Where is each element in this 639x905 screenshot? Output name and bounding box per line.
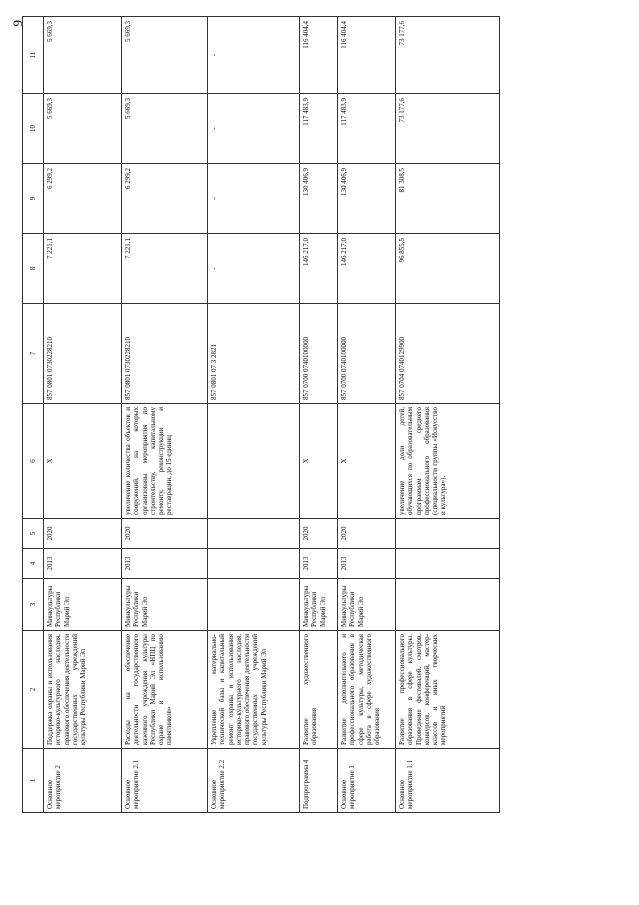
cell-description: Расходы на обеспечение деятельности государственного казенного учреждения культуры Республики Марий Эл «НПЦ по охране и использованию памятников» [122,631,208,749]
cell-executor: Минкультуры Республики Марий Эл [44,579,122,631]
cell-value: 6 299,2 [44,164,122,234]
column-header: 2 [23,631,44,749]
cell-value: 117 483,9 [300,94,338,164]
cell-measure: Основное мероприятие 1.1 [396,749,500,813]
cell-value: 5 669,3 [122,17,208,94]
table-header-row [23,17,44,813]
table-row [338,17,396,813]
cell-value: 73 177,6 [396,94,500,164]
table-row [208,17,300,813]
cell-budget-code: 857 0801 0730228210 [122,304,208,404]
column-header: 5 [23,519,44,549]
column-header: 7 [23,304,44,404]
cell-value: 117 483,9 [338,94,396,164]
cell-value: 5 669,3 [44,94,122,164]
cell-result: X [338,404,396,519]
cell-value: 116 404,4 [300,17,338,94]
cell-start-year [396,549,500,579]
cell-value: - [208,234,300,304]
cell-result: X [44,404,122,519]
page-number: 9 [10,20,25,27]
cell-executor: Минкультуры Республики Марий Эл [300,579,338,631]
column-header: 4 [23,549,44,579]
cell-value: - [208,94,300,164]
cell-value: 130 406,9 [338,164,396,234]
cell-value: - [208,164,300,234]
column-header: 8 [23,234,44,304]
cell-budget-code: 857 0801 0730228210 [44,304,122,404]
cell-value: 81 308,5 [396,164,500,234]
cell-value: 116 404,4 [338,17,396,94]
cell-end-year: 2020 [44,519,122,549]
cell-result: увеличение количества объектов и сооружений, на которых организованы мероприятия по строительству, капитальному ремонту, реконструкции и реставрации, до 15 единиц [122,404,208,519]
cell-budget-code: 857 0704 0740129900 [396,304,500,404]
cell-end-year: 2020 [122,519,208,549]
cell-value: 5 669,3 [44,17,122,94]
cell-executor [396,579,500,631]
cell-value: 96 855,5 [396,234,500,304]
column-header: 6 [23,404,44,519]
program-table [22,16,500,813]
cell-measure: Основное мероприятие 1 [338,749,396,813]
cell-budget-code: 857 0801 07 3 2821 [208,304,300,404]
table-row [396,17,500,813]
cell-description: Поддержка охраны и использования историко-культурного наследия, правового обеспечения деятельности государственных учреждений культуры Республики Марий Эл [44,631,122,749]
cell-start-year: 2013 [300,549,338,579]
column-header: 9 [23,164,44,234]
cell-result: X [300,404,338,519]
table-row [44,17,122,813]
cell-value: 130 406,9 [300,164,338,234]
cell-measure: Основное мероприятие 2.1 [122,749,208,813]
column-header: 10 [23,94,44,164]
cell-value: 73 177,6 [396,17,500,94]
cell-result [208,404,300,519]
cell-start-year: 2013 [122,549,208,579]
cell-executor [208,579,300,631]
column-header: 3 [23,579,44,631]
cell-executor: Минкультуры Республики Марий Эл [338,579,396,631]
cell-end-year [208,519,300,549]
cell-measure: Основное мероприятие 2 [44,749,122,813]
cell-value: 5 669,3 [122,94,208,164]
cell-description: Развитие художественного образования [300,631,338,749]
cell-description: Развитие профессионального образования в сфере культуры. Проведение фестивалей, смотров, конкурсов, конференций, мастер-классов и иных творческих мероприятий [396,631,500,749]
cell-end-year: 2020 [338,519,396,549]
cell-executor: Минкультуры Республики Марий Эл [122,579,208,631]
cell-value: 6 299,2 [122,164,208,234]
cell-value: 7 221,1 [122,234,208,304]
cell-value: 146 217,0 [338,234,396,304]
cell-measure: Основное мероприятие 2.2 [208,749,300,813]
cell-result: увеличение доли детей, обучающихся по образовательным программам среднего профессионального образования (специальности группы «Искусство и культура»), [396,404,500,519]
cell-budget-code: 857 0700 0740100000 [338,304,396,404]
cell-budget-code: 857 0700 0740100000 [300,304,338,404]
column-header: 1 [23,749,44,813]
column-header: 11 [23,17,44,94]
cell-measure: Подпрограмма 4 [300,749,338,813]
cell-end-year [396,519,500,549]
cell-description: Развитие дополнительного и профессионального образования в сфере культуры, методическая работа в сфере художественного образования [338,631,396,749]
cell-start-year: 2013 [338,549,396,579]
cell-value: 7 221,1 [44,234,122,304]
cell-value: - [208,17,300,94]
cell-start-year: 2013 [44,549,122,579]
table-row [300,17,338,813]
cell-start-year [208,549,300,579]
cell-value: 146 217,0 [300,234,338,304]
cell-description: Укрепление материально-технической базы и капитальный ремонт охраны и использования историко-культурного наследия, правового обеспечения деятельности государственных учреждений культуры Республики Марий Эл [208,631,300,749]
cell-end-year: 2020 [300,519,338,549]
table-row [122,17,208,813]
